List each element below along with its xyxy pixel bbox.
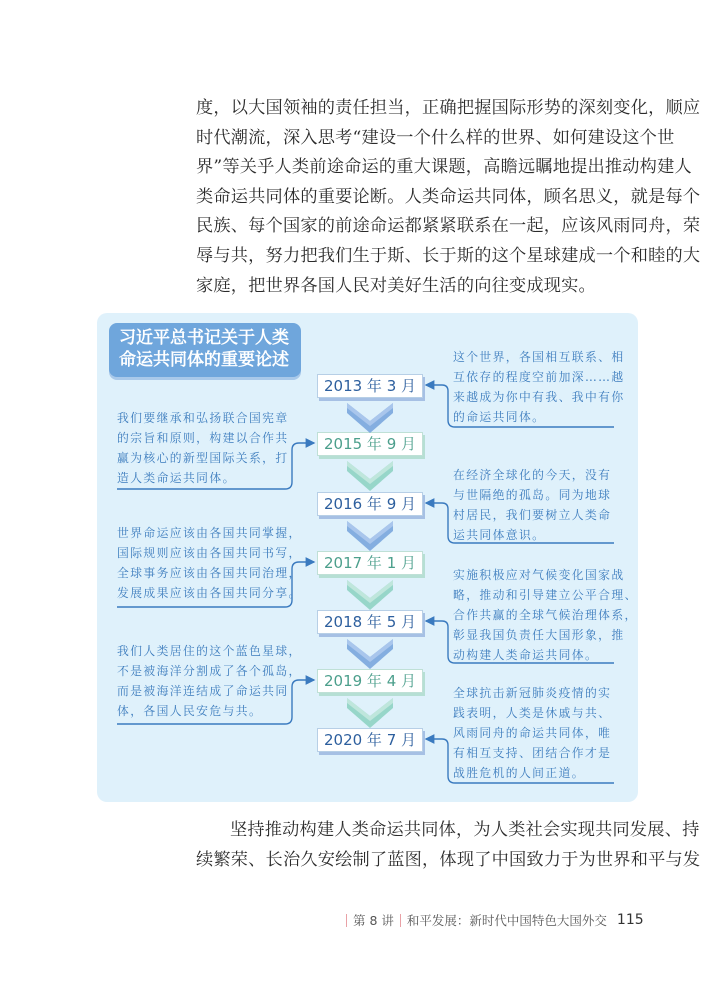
quote-line: 我们要继承和弘扬联合国宪章 (117, 411, 289, 425)
quote-line: 世界命运应该由各国共同掌握， (117, 526, 302, 540)
quote-line: 在经济全球化的今天，没有 (453, 468, 612, 482)
quote-line: 这个世界，各国相互联系、相 (453, 350, 625, 364)
timeline-date-2015: 2015 年 9 月 (317, 432, 423, 456)
quote-line: 动构建人类命运共同体。 (453, 648, 599, 662)
text-line: 时代潮流，深入思考“建设一个什么样的世界、如何建设这个世 (196, 127, 675, 148)
text-line: 辱与共，努力把我们生于斯、长于斯的这个星球建成一个和睦的大 (196, 245, 701, 266)
timeline-date-2020: 2020 年 7 月 (317, 728, 423, 752)
quote-2020 (453, 683, 623, 783)
chevron-down-icon (345, 401, 395, 435)
quote-line: 村居民，我们要树立人类命 (453, 508, 612, 522)
chevron-down-icon (345, 519, 395, 553)
quote-2015 (117, 408, 291, 488)
chevron-down-icon (345, 696, 395, 730)
title-line: 命运共同体的重要论述 (119, 350, 289, 370)
quote-line: 运共同体意识。 (453, 528, 546, 542)
quote-line: 略，推动和引导建立公平合理、 (453, 588, 638, 602)
quote-line: 与世隔绝的孤岛。同为地球 (453, 488, 612, 502)
quote-line: 战胜危机的人间正道。 (453, 766, 585, 780)
quote-2017 (117, 523, 302, 603)
chevron-down-icon (345, 637, 395, 671)
quote-line: 造人类命运共同体。 (117, 471, 236, 485)
divider (346, 914, 347, 927)
divider (400, 914, 401, 927)
quote-line: 互依存的程度空前加深……越 (453, 370, 625, 384)
page-footer (340, 910, 644, 930)
quote-line: 不是被海洋分割成了各个孤岛， (117, 664, 302, 678)
text-line: 家庭，把世界各国人民对美好生活的向往变成现实。 (196, 275, 596, 296)
quote-line: 风雨同舟的命运共同体，唯 (453, 726, 612, 740)
chevron-down-icon (345, 459, 395, 493)
quote-line: 赢为核心的新型国际关系，打 (117, 451, 289, 465)
quote-line: 发展成果应该由各国共同分享。 (117, 586, 302, 600)
quote-line: 彰显我国负责任大国形象，推 (453, 628, 625, 642)
quote-2016 (453, 465, 623, 545)
quote-line: 全球抗击新冠肺炎疫情的实 (453, 686, 612, 700)
title-line: 习近平总书记关于人类 (119, 328, 289, 348)
timeline-date-2018: 2018 年 5 月 (317, 610, 423, 634)
text-line: 民族、每个国家的前途命运都紧紧联系在一起，应该风雨同舟，荣 (196, 216, 701, 237)
quote-line: 实施积极应对气候变化国家战 (453, 568, 625, 582)
quote-line: 体，各国人民安危与共。 (117, 704, 263, 718)
text-line: 界”等关乎人类前途命运的重大课题，高瞻远瞩地提出推动构建人 (196, 157, 692, 178)
text-line: 坚持推动构建人类命运共同体，为人类社会实现共同发展、持 (230, 820, 700, 840)
quote-line: 合作共赢的全球气候治理体系， (453, 608, 638, 622)
text-line: 类命运共同体的重要论断。人类命运共同体，顾名思义，就是每个 (196, 186, 701, 207)
quote-line: 有相互支持、团结合作才是 (453, 746, 612, 760)
quote-2019 (117, 641, 302, 721)
quote-line: 来越成为你中有我、我中有你 (453, 390, 625, 404)
timeline-date-2016: 2016 年 9 月 (317, 492, 423, 516)
closing-paragraph (196, 816, 701, 875)
quote-line: 的宗旨和原则，构建以合作共 (117, 431, 289, 445)
lecture-label: 第 8 讲 (353, 913, 394, 928)
timeline-date-2017: 2017 年 1 月 (317, 551, 423, 575)
timeline-panel (97, 313, 638, 802)
quote-2018 (453, 565, 638, 665)
quote-line: 我们人类居住的这个蓝色星球， (117, 644, 302, 658)
timeline-date-2013: 2013 年 3 月 (317, 374, 423, 398)
chevron-down-icon (345, 578, 395, 612)
text-line: 度，以大国领袖的责任担当，正确把握国际形势的深刻变化，顺应 (196, 98, 701, 118)
quote-line: 的命运共同体。 (453, 410, 546, 424)
intro-paragraph (196, 94, 701, 301)
quote-line: 而是被海洋连结成了命运共同 (117, 684, 289, 698)
timeline-date-2019: 2019 年 4 月 (317, 669, 423, 693)
quote-line: 国际规则应该由各国共同书写， (117, 546, 302, 560)
text-line: 续繁荣、长治久安绘制了蓝图，体现了中国致力于为世界和平与发 (196, 849, 701, 870)
quote-line: 全球事务应该由各国共同治理， (117, 566, 302, 580)
quote-2013 (453, 347, 623, 427)
chapter-title: 和平发展：新时代中国特色大国外交 (406, 913, 607, 928)
quote-line: 践表明，人类是休戚与共、 (453, 706, 612, 720)
page-number: 115 (616, 912, 644, 928)
